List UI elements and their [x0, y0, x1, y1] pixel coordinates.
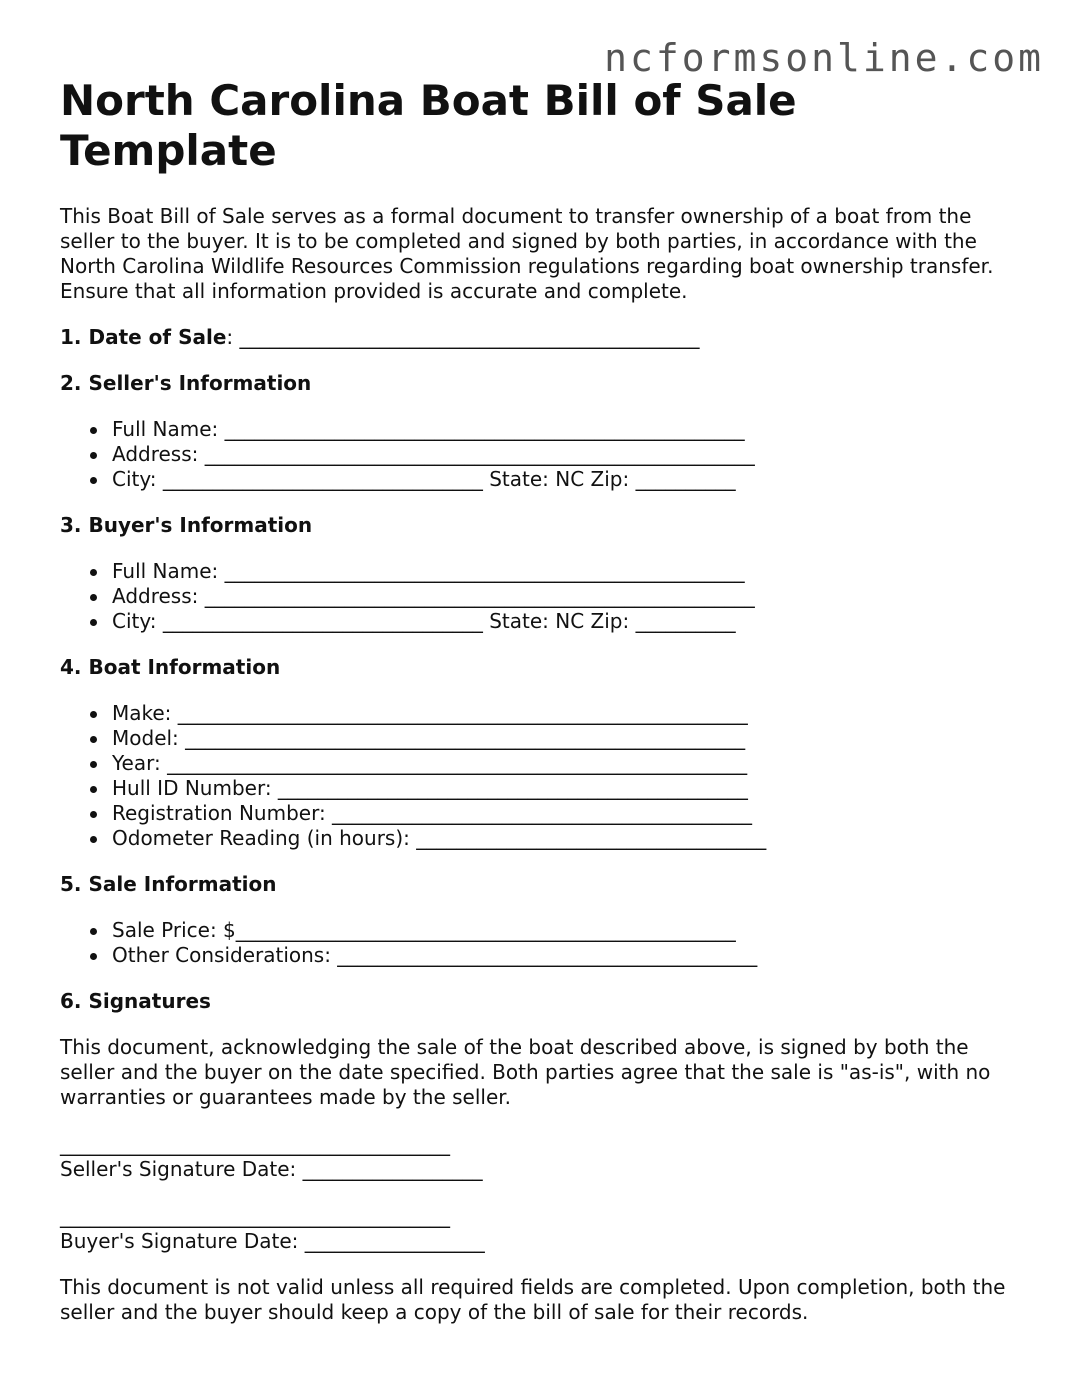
intro-paragraph: This Boat Bill of Sale serves as a formal document to transfer ownership of a boat from the seller to the buyer. It is to be completed and signed by both parties, in accordance with the North Carolina Wildlife Resources Commission regulations regarding boat ownership transfer. Ensure that all information provided is accurate and complete. [60, 204, 994, 303]
seller-info-list [60, 417, 1020, 492]
document-title [60, 76, 1020, 176]
buyer-address-field[interactable]: Address: _______________________________________________________ [112, 584, 1020, 609]
seller-signature-date-field[interactable]: Seller's Signature Date: __________________ [60, 1157, 483, 1181]
signatures-heading: 6. Signatures [60, 989, 211, 1013]
boat-model-field[interactable]: Model: ________________________________________________________ [112, 726, 1020, 751]
sale-price-field[interactable]: Sale Price: $__________________________________________________ [112, 918, 1020, 943]
title-line-2: Template [60, 126, 277, 175]
buyer-signature-date-field[interactable]: Buyer's Signature Date: __________________ [60, 1229, 485, 1253]
hull-id-field[interactable]: Hull ID Number: _______________________________________________ [112, 776, 1020, 801]
buyer-signature-block [60, 1204, 1020, 1254]
date-of-sale-blank: : ______________________________________________ [226, 325, 700, 349]
boat-make-field[interactable]: Make: _________________________________________________________ [112, 701, 1020, 726]
buyer-city-state-zip-field[interactable]: City: ________________________________ State: NC Zip: __________ [112, 609, 1020, 634]
buyer-full-name-field[interactable]: Full Name: ____________________________________________________ [112, 559, 1020, 584]
boat-info-list [60, 701, 1020, 851]
seller-signature-block [60, 1132, 1020, 1182]
odometer-reading-field[interactable]: Odometer Reading (in hours): ___________________________________ [112, 826, 1020, 851]
signatures-paragraph: This document, acknowledging the sale of the boat described above, is signed by both the seller and the buyer on the date specified. Both parties agree that the sale is "as-is", with no warranties or guarantees made by the seller. [60, 1035, 991, 1109]
buyer-info-list [60, 559, 1020, 634]
seller-signature-line[interactable]: _______________________________________ [60, 1132, 450, 1156]
boat-year-field[interactable]: Year: __________________________________________________________ [112, 751, 1020, 776]
date-of-sale-label: 1. Date of Sale [60, 325, 227, 349]
other-considerations-field[interactable]: Other Considerations: __________________________________________ [112, 943, 1020, 968]
watermark-text: ncformsonline.com [604, 36, 1044, 80]
buyer-info-heading: 3. Buyer's Information [60, 513, 313, 537]
seller-info-heading: 2. Seller's Information [60, 371, 312, 395]
date-of-sale-field[interactable] [60, 325, 1020, 350]
title-line-1: North Carolina Boat Bill of Sale [60, 76, 797, 125]
document-page [60, 76, 1020, 1325]
footer-paragraph: This document is not valid unless all required fields are completed. Upon completion, both the seller and the buyer should keep a copy of the bill of sale for their records. [60, 1275, 1006, 1324]
seller-address-field[interactable]: Address: _______________________________________________________ [112, 442, 1020, 467]
buyer-signature-line[interactable]: _______________________________________ [60, 1204, 450, 1228]
sale-info-heading: 5. Sale Information [60, 872, 277, 896]
seller-full-name-field[interactable]: Full Name: ____________________________________________________ [112, 417, 1020, 442]
registration-number-field[interactable]: Registration Number: __________________________________________ [112, 801, 1020, 826]
boat-info-heading: 4. Boat Information [60, 655, 281, 679]
seller-city-state-zip-field[interactable]: City: ________________________________ State: NC Zip: __________ [112, 467, 1020, 492]
sale-info-list [60, 918, 1020, 968]
